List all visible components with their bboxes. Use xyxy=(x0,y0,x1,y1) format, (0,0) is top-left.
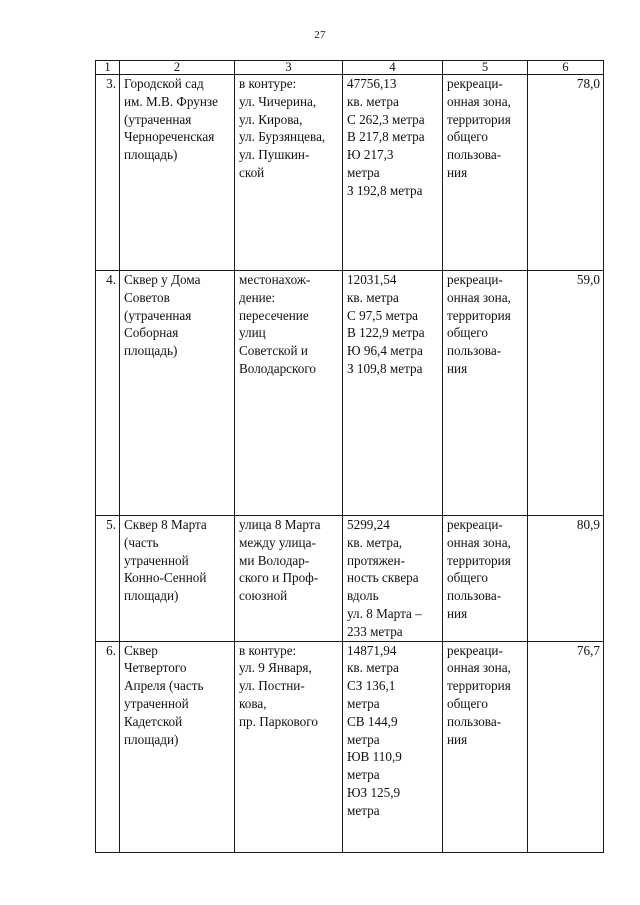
cell-line: Четвертого xyxy=(124,660,187,676)
value-cell: 80,9 xyxy=(528,516,604,642)
cell-line: между улица- xyxy=(239,534,316,550)
cell-line: Сквер xyxy=(124,642,158,658)
cell-line: СЗ 136,1 xyxy=(347,678,396,694)
cell-line: общего xyxy=(447,325,488,341)
cell-line: улиц xyxy=(239,325,266,341)
cell-line: 47756,13 xyxy=(347,76,397,91)
cell-line: метра xyxy=(347,695,380,711)
cell-line: ния xyxy=(447,360,468,376)
cell-line: ского и Проф- xyxy=(239,570,319,586)
area-cell xyxy=(343,75,443,271)
column-header: 4 xyxy=(343,61,443,75)
cell-line: СВ 144,9 xyxy=(347,713,398,729)
value-cell: 76,7 xyxy=(528,641,604,852)
cell-line: Ю 96,4 метра xyxy=(347,343,423,359)
cell-line: ул. Постни- xyxy=(239,678,305,694)
cell-line: ЮВ 110,9 xyxy=(347,749,402,765)
area-cell xyxy=(343,271,443,516)
cell-line: улица 8 Марта xyxy=(239,517,321,532)
cell-line: пересечение xyxy=(239,307,309,323)
cell-line: (утраченная xyxy=(124,111,192,127)
cell-line: пр. Паркового xyxy=(239,713,318,729)
table-header-row xyxy=(96,61,604,75)
cell-line: С 262,3 метра xyxy=(347,111,425,127)
row-number-cell: 5. xyxy=(96,516,120,642)
cell-line: ул. Пушкин- xyxy=(239,147,310,163)
cell-line: 14871,94 xyxy=(347,642,397,658)
cell-line: Володарского xyxy=(239,360,317,376)
cell-line: ность сквера xyxy=(347,570,419,586)
row-number-cell: 6. xyxy=(96,641,120,852)
table-row xyxy=(96,641,604,852)
cell-line: местонахож- xyxy=(239,272,311,287)
row-number-cell: 3. xyxy=(96,75,120,271)
cell-line: ской xyxy=(239,164,265,180)
cell-line: онная зона, xyxy=(447,534,511,550)
cell-line: пользова- xyxy=(447,147,502,163)
cell-line: рекреаци- xyxy=(447,642,503,658)
table-row xyxy=(96,75,604,271)
cell-line: (часть xyxy=(124,534,159,550)
cell-line: ул. Чичерина, xyxy=(239,93,317,109)
column-header: 6 xyxy=(528,61,604,75)
value-cell: 78,0 xyxy=(528,75,604,271)
cell-line: 5299,24 xyxy=(347,517,390,532)
cell-line: Апреля (часть xyxy=(124,678,204,694)
cell-line: утраченной xyxy=(124,552,189,568)
table-row xyxy=(96,271,604,516)
row-number-cell: 4. xyxy=(96,271,120,516)
object-name-cell xyxy=(120,271,235,516)
cell-line: метра xyxy=(347,802,380,818)
cell-line: вдоль xyxy=(347,588,379,604)
cell-line: Городской сад xyxy=(124,76,204,91)
cell-line: 233 метра xyxy=(347,623,403,639)
cell-line: кова, xyxy=(239,695,267,711)
cell-line: онная зона, xyxy=(447,289,511,305)
cell-line: ния xyxy=(447,164,468,180)
location-cell xyxy=(235,516,343,642)
area-cell xyxy=(343,641,443,852)
value-cell: 59,0 xyxy=(528,271,604,516)
cell-line: В 122,9 метра xyxy=(347,325,425,341)
cell-line: площадь) xyxy=(124,147,178,163)
cell-line: кв. метра xyxy=(347,660,399,676)
cell-line: общего xyxy=(447,129,488,145)
cell-line: З 192,8 метра xyxy=(347,182,423,198)
cell-line: ул. 9 Января, xyxy=(239,660,312,676)
cell-line: Ю 217,3 xyxy=(347,147,394,163)
cell-line: пользова- xyxy=(447,713,502,729)
cell-line: протяжен- xyxy=(347,552,405,568)
location-cell xyxy=(235,271,343,516)
cell-line: ул. 8 Марта – xyxy=(347,605,422,621)
location-cell xyxy=(235,75,343,271)
column-header: 2 xyxy=(120,61,235,75)
cell-line: 12031,54 xyxy=(347,272,397,287)
cell-line: кв. метра xyxy=(347,289,399,305)
location-cell xyxy=(235,641,343,852)
object-name-cell xyxy=(120,75,235,271)
cell-line: союзной xyxy=(239,588,288,604)
table-row xyxy=(96,516,604,642)
cell-line: общего xyxy=(447,695,488,711)
cell-line: утраченной xyxy=(124,695,189,711)
cell-line: онная зона, xyxy=(447,93,511,109)
cell-line: рекреаци- xyxy=(447,517,503,532)
cell-line: метра xyxy=(347,731,380,747)
cell-line: Сквер у Дома xyxy=(124,272,201,287)
cell-line: территория xyxy=(447,678,511,694)
cell-line: З 109,8 метра xyxy=(347,360,423,376)
purpose-cell xyxy=(443,641,528,852)
cell-line: рекреаци- xyxy=(447,272,503,287)
cell-line: кв. метра xyxy=(347,93,399,109)
column-header: 5 xyxy=(443,61,528,75)
cell-line: кв. метра, xyxy=(347,534,403,550)
cell-line: Советов xyxy=(124,289,170,305)
cell-line: Конно-Сенной xyxy=(124,570,207,586)
registry-table xyxy=(95,60,604,853)
area-cell xyxy=(343,516,443,642)
object-name-cell xyxy=(120,641,235,852)
cell-line: ми Володар- xyxy=(239,552,310,568)
cell-line: территория xyxy=(447,307,511,323)
column-header: 3 xyxy=(235,61,343,75)
cell-line: общего xyxy=(447,570,488,586)
page-number: 27 xyxy=(314,29,326,41)
cell-line: ЮЗ 125,9 xyxy=(347,784,401,800)
object-name-cell xyxy=(120,516,235,642)
cell-line: площади) xyxy=(124,731,179,747)
cell-line: Соборная xyxy=(124,325,179,341)
cell-line: территория xyxy=(447,111,511,127)
cell-line: площадь) xyxy=(124,343,178,359)
cell-line: (утраченная xyxy=(124,307,192,323)
cell-line: Сквер 8 Марта xyxy=(124,517,207,532)
cell-line: С 97,5 метра xyxy=(347,307,419,323)
cell-line: Чернореченская xyxy=(124,129,215,145)
purpose-cell xyxy=(443,271,528,516)
cell-line: пользова- xyxy=(447,343,502,359)
cell-line: ния xyxy=(447,731,468,747)
cell-line: онная зона, xyxy=(447,660,511,676)
cell-line: им. М.В. Фрунзе xyxy=(124,93,218,109)
cell-line: В 217,8 метра xyxy=(347,129,425,145)
cell-line: в контуре: xyxy=(239,76,297,91)
cell-line: метра xyxy=(347,767,380,783)
cell-line: Кадетской xyxy=(124,713,183,729)
cell-line: Советской и xyxy=(239,343,308,359)
cell-line: ул. Кирова, xyxy=(239,111,303,127)
cell-line: площади) xyxy=(124,588,179,604)
cell-line: дение: xyxy=(239,289,276,305)
cell-line: в контуре: xyxy=(239,642,297,658)
purpose-cell xyxy=(443,516,528,642)
cell-line: территория xyxy=(447,552,511,568)
column-header: 1 xyxy=(96,61,120,75)
cell-line: метра xyxy=(347,164,380,180)
cell-line: ния xyxy=(447,605,468,621)
cell-line: ул. Бурзянцева, xyxy=(239,129,326,145)
purpose-cell xyxy=(443,75,528,271)
cell-line: пользова- xyxy=(447,588,502,604)
cell-line: рекреаци- xyxy=(447,76,503,91)
